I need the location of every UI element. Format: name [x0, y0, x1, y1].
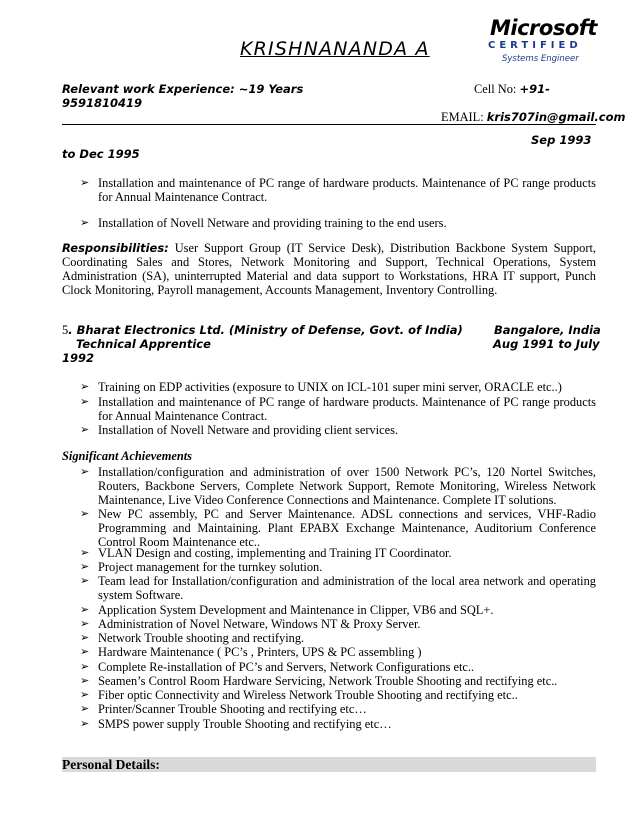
achievements-heading: Significant Achievements: [62, 449, 192, 463]
list-item: Team lead for Installation/configuration and administration of the local area network and operating system Software.: [98, 574, 596, 602]
email-line: [441, 110, 625, 124]
experience-summary: Relevant work Experience: ~19 Years: [62, 82, 304, 96]
list-item: Project management for the turnkey solution.: [98, 560, 323, 574]
arrow-bullet-icon: ➢: [80, 547, 90, 559]
list-item: Fiber optic Connectivity and Wireless Network Trouble Shooting and rectifying etc..: [98, 688, 518, 702]
arrow-bullet-icon: ➢: [80, 632, 90, 644]
personal-details-heading: Personal Details:: [62, 757, 596, 772]
email-label: EMAIL:: [441, 110, 487, 124]
job2-to-year: 1992: [62, 351, 95, 365]
job2-company: [62, 323, 463, 337]
list-item: Training on EDP activities (exposure to UNIX on ICL-101 super mini server, ORACLE etc..): [98, 380, 562, 394]
job2-from: Aug 1991: [493, 337, 555, 351]
list-item: SMPS power supply Trouble Shooting and rectifying etc…: [98, 717, 392, 731]
arrow-bullet-icon: ➢: [80, 675, 90, 687]
job1-from: Sep 1993: [531, 133, 592, 147]
arrow-bullet-icon: ➢: [80, 381, 90, 393]
arrow-bullet-icon: ➢: [80, 618, 90, 630]
responsibilities-label: Responsibilities:: [62, 241, 169, 255]
arrow-bullet-icon: ➢: [80, 604, 90, 616]
cell-number: 9591810419: [62, 96, 143, 110]
logo-brand: Microsoft: [490, 16, 597, 40]
responsibilities-text: User Support Group (IT Service Desk), Distribution Backbone System Support, Coordinating Sales and Stores, Network Monitoring and Support, Technical Operations, System Administration (SA), uninterrupted Material and data support to Workstations, HRA IT support, Punch Clock Monitoring, Payroll management, Accounts Management, Inventory Controlling.: [62, 241, 596, 297]
list-item: Installation/configuration and administration of over 1500 Network PC’s, 120 Nortel Switches, Routers, Backbone Servers, Complete Network Support, Remote Monitoring, Wireless Network Maintenance, Live Video Conference Connections and Maintenance. Complete IT solutions.: [98, 465, 596, 507]
logo-certified: CERTIFIED: [488, 40, 582, 51]
list-item: Printer/Scanner Trouble Shooting and rectifying etc…: [98, 702, 367, 716]
list-item: Installation of Novell Netware and providing training to the end users.: [98, 216, 447, 230]
job2-location: Bangalore, India: [494, 323, 601, 337]
list-item: Installation and maintenance of PC range of hardware products. Maintenance of PC range products for Annual Maintenance Contract.: [98, 395, 596, 423]
job2-to-word: to July: [554, 337, 600, 351]
candidate-name: KRISHNANANDA A: [240, 38, 430, 60]
list-item: Hardware Maintenance ( PC’s , Printers, UPS & PC assembling ): [98, 645, 422, 659]
list-item: Network Trouble shooting and rectifying.: [98, 631, 305, 645]
cell-line: [474, 82, 550, 96]
arrow-bullet-icon: ➢: [80, 718, 90, 730]
arrow-bullet-icon: ➢: [80, 396, 90, 408]
cell-code: +91-: [519, 82, 550, 96]
list-item: Administration of Novel Netware, Windows NT & Proxy Server.: [98, 617, 421, 631]
email-address[interactable]: kris707in@gmail.com: [486, 110, 626, 124]
arrow-bullet-icon: ➢: [80, 689, 90, 701]
arrow-bullet-icon: ➢: [80, 575, 90, 587]
logo-role: Systems Engineer: [502, 54, 579, 64]
job2-number: 5: [62, 323, 69, 337]
arrow-bullet-icon: ➢: [80, 703, 90, 715]
list-item: Installation and maintenance of PC range of hardware products. Maintenance of PC range products for Annual Maintenance Contract.: [98, 176, 596, 204]
header-divider: [62, 124, 596, 125]
job2-company-name: . Bharat Electronics Ltd. (Ministry of Defense, Govt. of India): [68, 323, 463, 337]
job2-dates: [493, 337, 600, 351]
arrow-bullet-icon: ➢: [80, 466, 90, 478]
job1-to: to Dec 1995: [62, 147, 140, 161]
arrow-bullet-icon: ➢: [80, 646, 90, 658]
arrow-bullet-icon: ➢: [80, 661, 90, 673]
list-item: VLAN Design and costing, implementing and Training IT Coordinator.: [98, 546, 452, 560]
arrow-bullet-icon: ➢: [80, 561, 90, 573]
list-item: Installation of Novell Netware and providing client services.: [98, 423, 399, 437]
job2-role: Technical Apprentice: [76, 337, 211, 351]
arrow-bullet-icon: ➢: [80, 217, 90, 229]
microsoft-certified-logo: [470, 16, 600, 66]
arrow-bullet-icon: ➢: [80, 177, 90, 189]
list-item: Application System Development and Maintenance in Clipper, VB6 and SQL+.: [98, 603, 494, 617]
cell-label: Cell No:: [474, 82, 520, 96]
arrow-bullet-icon: ➢: [80, 508, 90, 520]
list-item: Seamen’s Control Room Hardware Servicing, Network Trouble Shooting and rectifying etc..: [98, 674, 558, 688]
list-item: Complete Re-installation of PC’s and Servers, Network Configurations etc..: [98, 660, 475, 674]
arrow-bullet-icon: ➢: [80, 424, 90, 436]
list-item: New PC assembly, PC and Server Maintenance. ADSL connections and services, VHF-Radio Programming and Maintaining. Plant EPABX Exchange Maintenance, Auditorium Conference Control Room Maintenance etc..: [98, 507, 596, 549]
responsibilities: [62, 241, 596, 297]
